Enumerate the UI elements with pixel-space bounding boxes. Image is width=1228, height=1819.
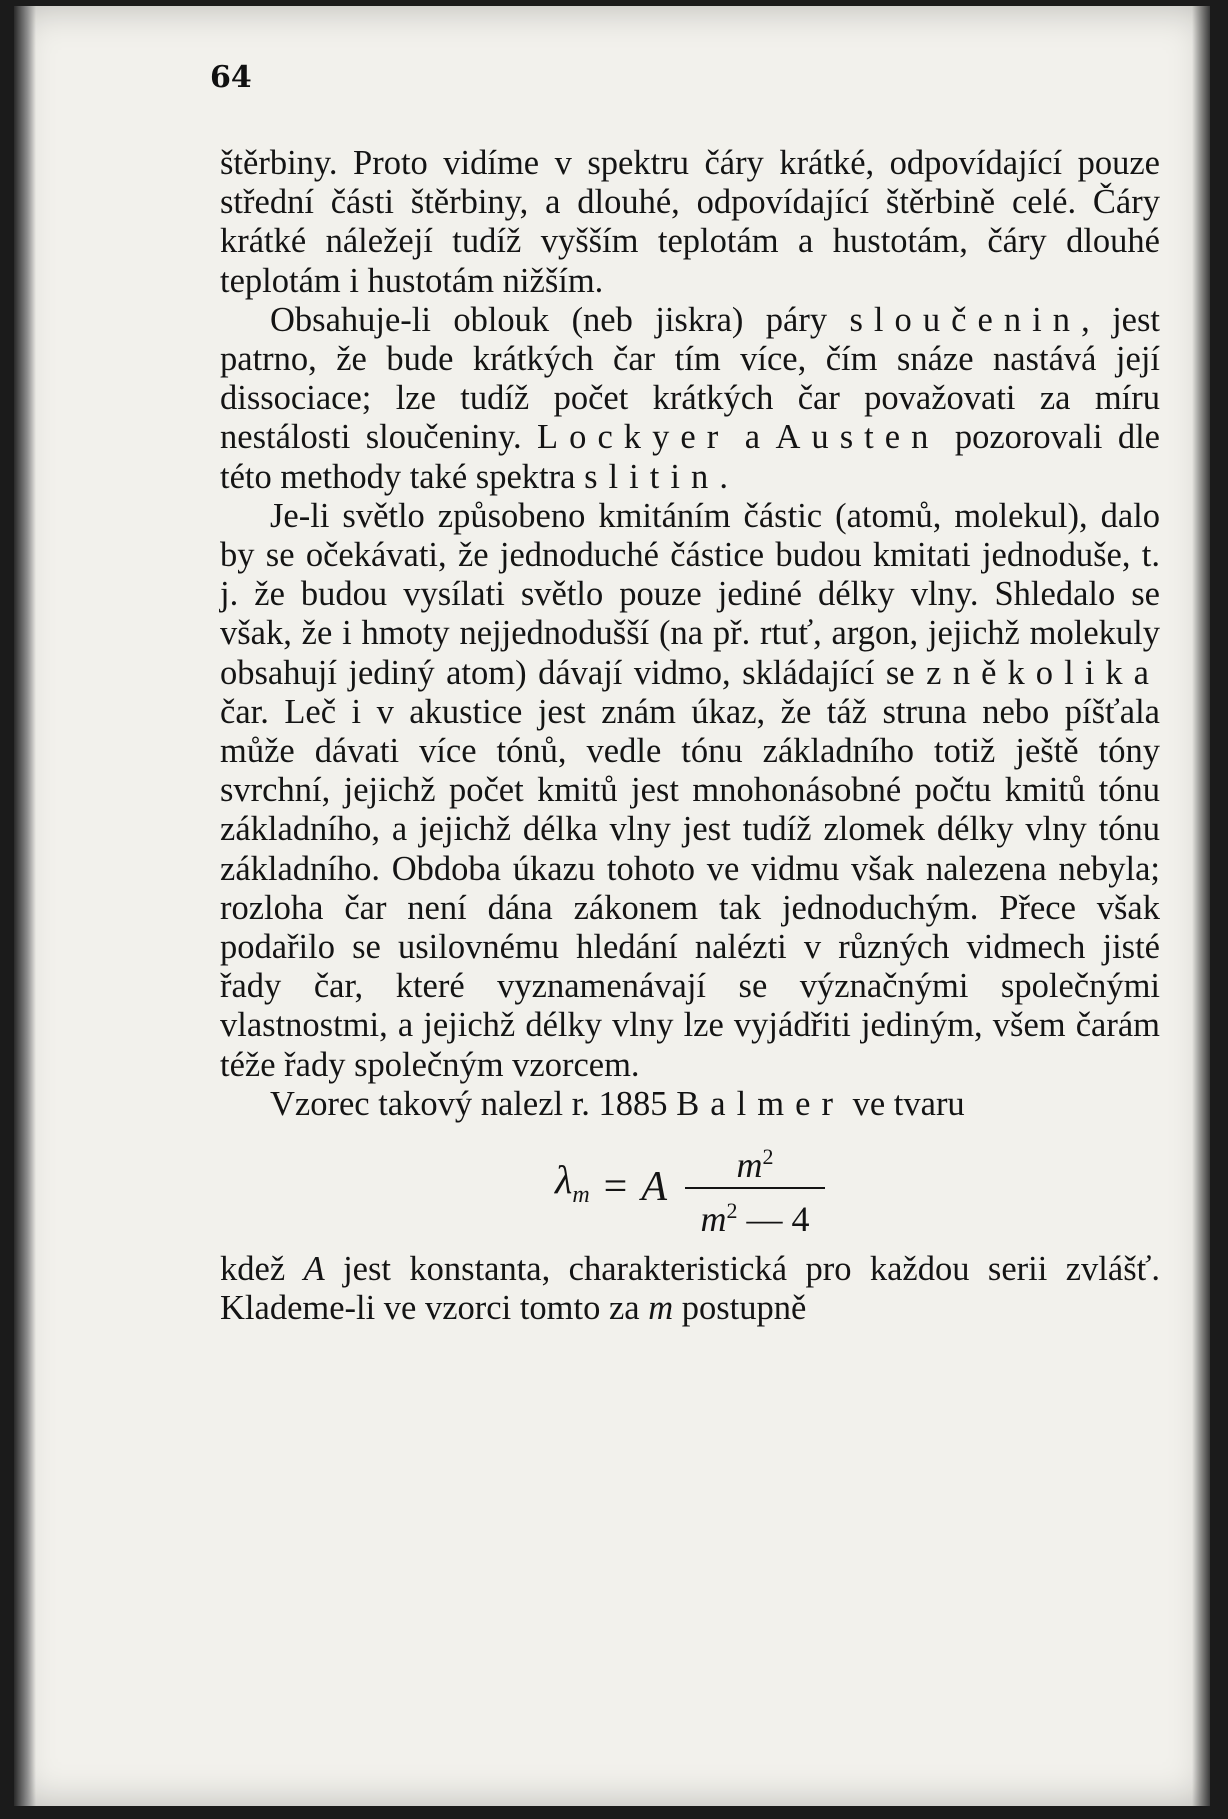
text-run: jest konstanta, charakteristická pro každou serii zvlášť. Klademe-li ve vzorci tomto za xyxy=(220,1250,1160,1328)
text-run: a xyxy=(729,418,776,457)
text-run: Balmer xyxy=(676,1084,844,1123)
numerator-exponent: 2 xyxy=(762,1144,774,1170)
text-run: Obsahuje-li oblouk (neb jiskra) páry xyxy=(270,300,850,339)
text-run: kdež xyxy=(220,1250,304,1289)
paragraph-1 xyxy=(220,144,1160,301)
text-run: čar. Leč i v akustice jest znám úkaz, že táž struna nebo píšťala může dávati více tónů, vedle tónu základního totiž ještě tóny svrchní, jejichž počet kmitů jest mnohonásobné počtu kmitů tónu základního, a jejichž délka vlny jest tudíž zlomek délky vlny tónu základního. Obdoba úkazu tohoto ve vidmu však nalezena nebyla; rozloha čar není dána zákonem tak jednoduchým. Přece však podařilo se usilovnému hledání nalézti v různých vidmech jisté řady čar, které vyznamenávají se význačnými společnými vlastnostmi, a jejichž délky vlny lze vyjádřiti jediným, všem čarám téže řady společným vzorcem. xyxy=(220,692,1160,1084)
text-run: ve tvaru xyxy=(843,1084,965,1123)
text-run: sloučenin xyxy=(849,300,1082,339)
formula-equals: = xyxy=(603,1164,628,1211)
text-run: . xyxy=(719,457,728,496)
text-run: několika xyxy=(952,653,1160,692)
page-number: 64 xyxy=(210,60,252,95)
body-text xyxy=(220,144,1160,1328)
denominator-base: m xyxy=(700,1199,727,1240)
text-run: Vzorec takový nalezl r. 1885 xyxy=(270,1084,677,1123)
formula-fraction xyxy=(685,1135,825,1241)
text-run: Lockyer xyxy=(537,418,730,457)
text-run: A xyxy=(303,1250,325,1289)
paragraph-4 xyxy=(220,1085,1160,1124)
text-run: štěrbiny. Proto vidíme v spektru čáry krátké, odpovídající pouze střední části štěrbiny, a dlouhé, odpovídající štěrbině celé. Čáry krátké náležejí tudíž vyšším teplotám a hustotám, čáry dlouhé teplotám i hustotám nižším. xyxy=(220,144,1160,300)
text-run: , jest patrno, že bude krátkých čar tím více, čím snáze nastává její dissociace; lze tudíž počet krátkých čar považovati za míru nestálosti sloučeniny. xyxy=(220,300,1160,457)
text-run: slitin xyxy=(584,457,720,496)
denominator-exponent: 2 xyxy=(726,1198,738,1224)
paragraph-2 xyxy=(220,301,1160,497)
page-edge-shadow xyxy=(1192,6,1210,1806)
book-page xyxy=(14,6,1210,1806)
text-run: Austen xyxy=(775,418,940,457)
page-binding-shadow xyxy=(14,6,36,1806)
text-run: m xyxy=(648,1289,674,1328)
formula-denominator xyxy=(701,1189,810,1241)
formula-lambda-symbol: λ xyxy=(554,1157,573,1203)
formula-constant: A xyxy=(641,1164,667,1211)
formula-lambda-subscript: m xyxy=(572,1182,590,1209)
text-run: postupně xyxy=(673,1289,807,1328)
balmer-formula xyxy=(220,1130,1160,1246)
formula-numerator xyxy=(737,1135,774,1187)
paragraph-after-formula xyxy=(220,1250,1160,1328)
formula-lambda xyxy=(554,1157,590,1215)
text-run: pozorovali dle této methody také spektra xyxy=(220,418,1160,496)
denominator-rest: — 4 xyxy=(737,1199,810,1240)
text-run: Je-li světlo způsobeno kmitáním částic (atomů, molekul), dalo by se očekávati, že jednoduché částice budou kmitati jednoduše, t. j. že budou vysílati světlo pouze jediné délky vlny. Shledalo se však, že i hmoty nejjednodušší (na př. rtuť, argon, jejichž molekuly obsahují jediný atom) dávají vidmo, skládající se z xyxy=(220,496,1160,692)
numerator-base: m xyxy=(736,1145,763,1186)
paragraph-3 xyxy=(220,497,1160,1085)
